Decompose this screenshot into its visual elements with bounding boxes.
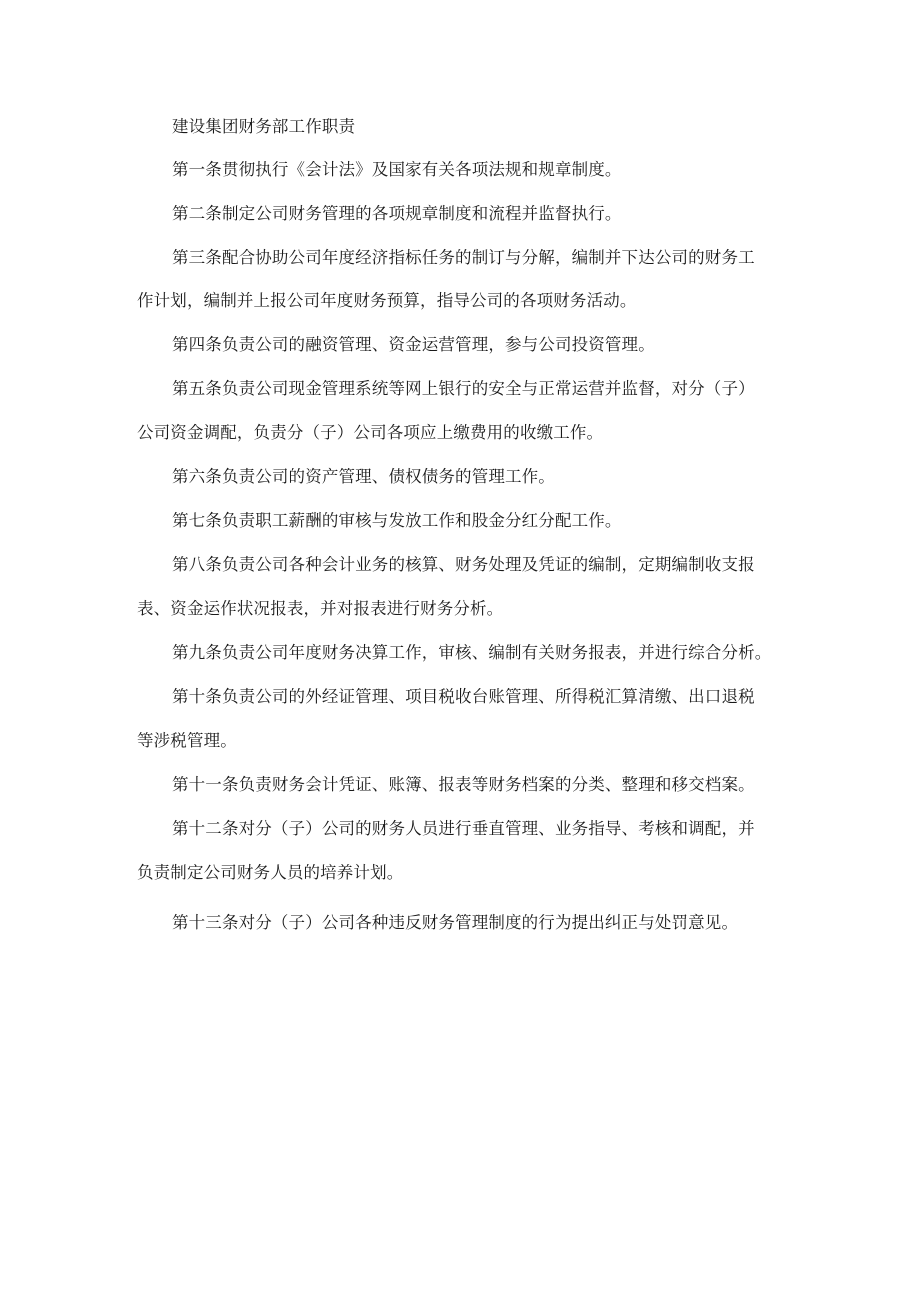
article-5-line-2: 公司资金调配，负责分（子）公司各项应上缴费用的收缴工作。 [137, 423, 604, 442]
article-7: 第七条负责职工薪酬的审核与发放工作和股金分红分配工作。 [172, 511, 622, 530]
article-12-line-1: 第十二条对分（子）公司的财务人员进行垂直管理、业务指导、考核和调配，并 [172, 819, 755, 838]
article-8-line-2: 表、资金运作状况报表，并对报表进行财务分析。 [137, 599, 504, 618]
document-title: 建设集团财务部工作职责 [172, 117, 356, 136]
article-6: 第六条负责公司的资产管理、债权债务的管理工作。 [172, 467, 555, 486]
article-3-line-1: 第三条配合协助公司年度经济指标任务的制订与分解，编制并下达公司的财务工 [172, 248, 755, 267]
article-3-line-2: 作计划，编制并上报公司年度财务预算，指导公司的各项财务活动。 [137, 291, 637, 310]
article-1: 第一条贯彻执行《会计法》及国家有关各项法规和规章制度。 [172, 160, 622, 179]
article-10-line-1: 第十条负责公司的外经证管理、项目税收台账管理、所得税汇算清缴、出口退税 [172, 687, 755, 706]
article-13: 第十三条对分（子）公司各种违反财务管理制度的行为提出纠正与处罚意见。 [172, 913, 739, 932]
article-9: 第九条负责公司年度财务决算工作，审核、编制有关财务报表，并进行综合分析。 [172, 643, 772, 662]
article-2: 第二条制定公司财务管理的各项规章制度和流程并监督执行。 [172, 204, 622, 223]
article-11: 第十一条负责财务会计凭证、账簿、报表等财务档案的分类、整理和移交档案。 [172, 775, 755, 794]
article-12-line-2: 负责制定公司财务人员的培养计划。 [137, 863, 404, 882]
article-5-line-1: 第五条负责公司现金管理系统等网上银行的安全与正常运营并监督，对分（子） [172, 379, 755, 398]
article-4: 第四条负责公司的融资管理、资金运营管理，参与公司投资管理。 [172, 335, 655, 354]
article-10-line-2: 等涉税管理。 [137, 731, 237, 750]
article-8-line-1: 第八条负责公司各种会计业务的核算、财务处理及凭证的编制，定期编制收支报 [172, 555, 755, 574]
